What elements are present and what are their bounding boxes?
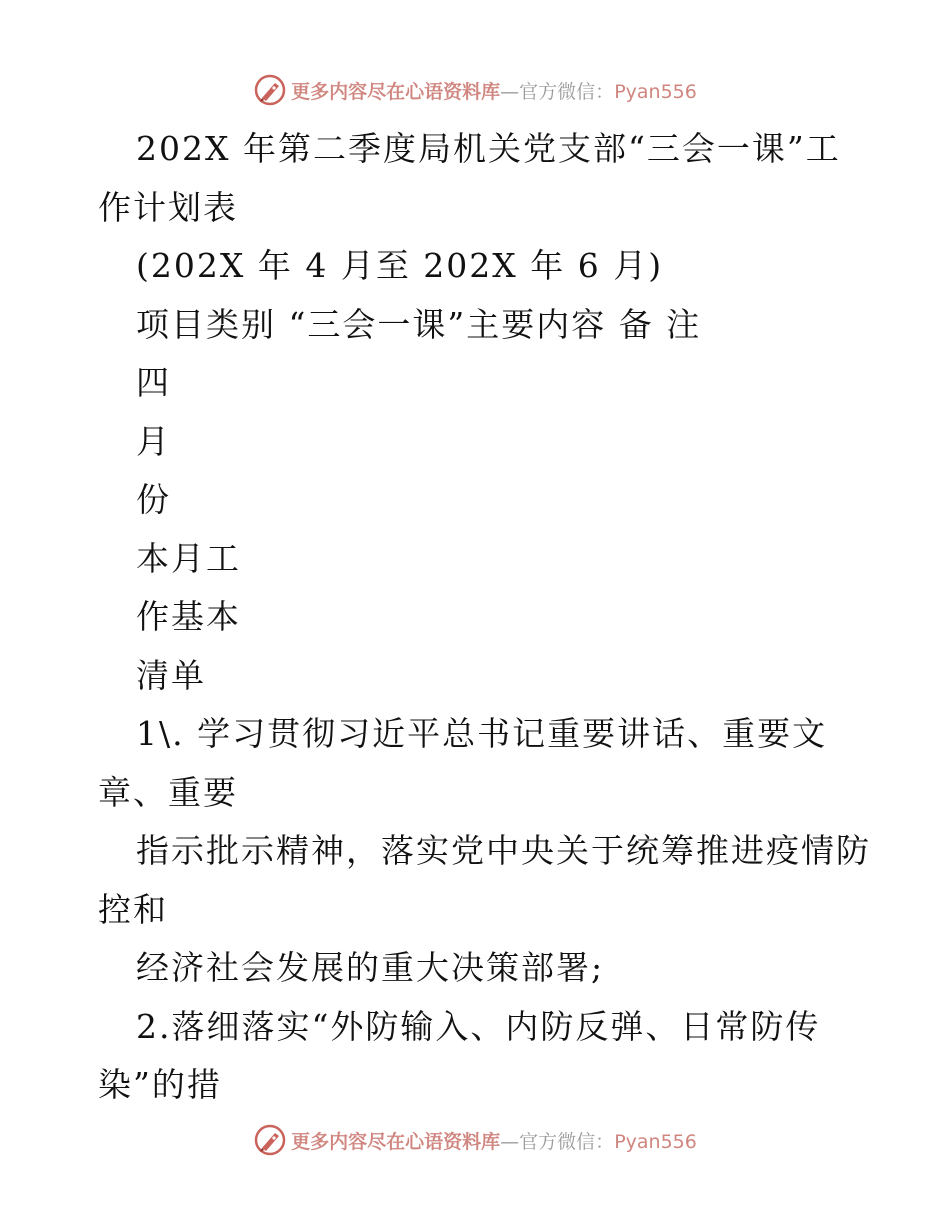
watermark-main: 更多内容尽在心语资料库 [291, 1130, 501, 1153]
watermark-wechat-id: Pyan556 [614, 1130, 697, 1153]
watermark-separator: — [500, 1130, 520, 1153]
month-label-char-2: 月 [136, 421, 171, 461]
watermark-text [291, 77, 697, 104]
category-label-line-3: 清单 [136, 655, 206, 695]
document-body [98, 120, 871, 1115]
item-1-line-3: 指示批示精神，落实党中央关于统筹推进疫情防 [136, 831, 871, 870]
watermark-main: 更多内容尽在心语资料库 [291, 80, 501, 103]
item-1-line-4: 控和 [98, 889, 168, 929]
item-1-line-1: 1\. 学习贯彻习近平总书记重要讲话、重要文 [136, 714, 828, 753]
doc-title-line-1: 202X 年第二季度局机关党支部“三会一课”工 [136, 129, 841, 168]
pen-logo-icon [253, 73, 287, 107]
footer-watermark-banner [0, 1118, 950, 1162]
category-label-line-1: 本月工 [136, 538, 241, 578]
watermark-separator: — [500, 80, 520, 103]
watermark-text [291, 1127, 697, 1154]
table-header-row: 项目类别 “三会一课”主要内容 备 注 [136, 304, 702, 344]
category-label-line-2: 作基本 [136, 597, 241, 636]
doc-date-range: (202X 年 4 月至 202X 年 6 月) [136, 246, 664, 285]
item-1-line-5: 经济社会发展的重大决策部署; [136, 948, 605, 987]
doc-title-line-2: 作计划表 [98, 187, 238, 227]
item-2-line-2: 染”的措 [98, 1065, 222, 1104]
pen-logo-icon [253, 1123, 287, 1157]
item-2-line-1: 2.落细落实“外防输入、内防反弹、日常防传 [136, 1006, 821, 1046]
month-label-char-3: 份 [136, 480, 171, 519]
header-watermark-banner [0, 68, 950, 112]
watermark-official: 官方微信： [519, 1130, 615, 1153]
watermark-official: 官方微信： [519, 80, 615, 103]
month-label-char-1: 四 [136, 363, 171, 402]
watermark-wechat-id: Pyan556 [614, 80, 697, 103]
item-1-line-2: 章、重要 [98, 772, 238, 812]
